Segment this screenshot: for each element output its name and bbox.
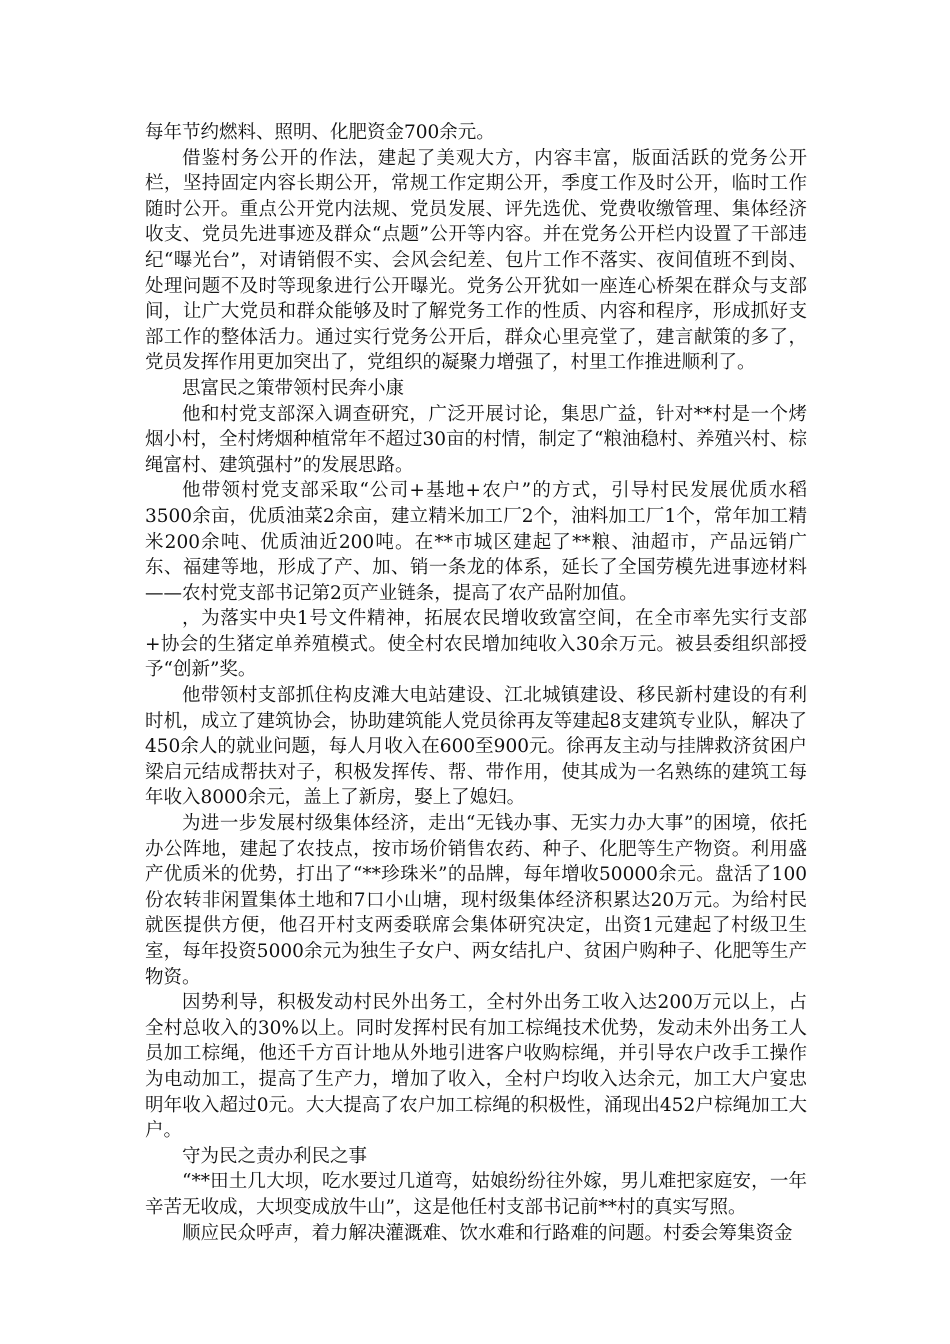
- paragraph-migrant-work: 因势利导，积极发动村民外出务工，全村外出务工收入达200万元以上，占全村总收入的30%以上。同时发挥村民有加工棕绳技术优势，发动未外出务工人员加工棕绳，他还千方百计地从外地引进客户收购棕绳，并引导农户改手工操作为电动加工，提高了生产力，增加了收入，全村户均收入达余元，加工大户宴忠明年收入超过0元。大大提高了农户加工棕绳的积极性，涌现出452户棕绳加工大户。: [145, 992, 807, 1142]
- paragraph-development-strategy: 他和村党支部深入调查研究，广泛开展讨论，集思广益，针对**村是一个烤烟小村，全村烤烟种植常年不超过30亩的村情，制定了“粮油稳村、养殖兴村、棕绳富村、建筑强村”的发展思路。: [145, 403, 808, 476]
- paragraph-company-base-farmer: 他带领村党支部采取“公司+基地+农户”的方式，引导村民发展优质水稻3500余亩，优质油菜2余亩，建立精米加工厂2个，油料加工厂1个，常年加工精米200余吨、优质油近200吨。在**市城区建起了**粮、油超市，产品远销广东、福建等地，形成了产、加、销一条龙的体系，延长了全国劳模先进事迹材料——农村党支部书记第2页产业链条，提高了农产品附加值。: [145, 480, 807, 604]
- paragraph-party-affairs-openness: 借鉴村务公开的作法，建起了美观大方，内容丰富，版面活跃的党务公开栏，坚持固定内容长期公开，常规工作定期公开，季度工作及时公开，临时工作随时公开。重点公开党内法规、党员发展、评先选优、党费收缴管理、集体经济收支、党员先进事迹及群众“点题”公开等内容。并在党务公开栏内设置了干部违纪“曝光台”，对请销假不实、会风会纪差、包片工作不落实、夜间值班不到岗、处理问题不及时等现象进行公开曝光。党务公开犹如一座连心桥架在群众与支部间，让广大党员和群众能够及时了解党务工作的性质、内容和程序，形成抓好支部工作的整体活力。通过实行党务公开后，群众心里亮堂了，建言献策的多了，党员发挥作用更加突出了，党组织的凝聚力增强了，村里工作推进顺利了。: [145, 147, 807, 374]
- paragraph-village-rhyme: “**田土几大坝，吃水要过几道弯，姑娘纷纷往外嫁，男儿难把家庭安，一年辛苦无收成，大坝变成放牛山”，这是他任村支部书记前**村的真实写照。: [145, 1171, 807, 1218]
- paragraph-collective-economy: 为进一步发展村级集体经济，走出“无钱办事、无实力办大事”的困境，依托办公阵地，建起了农技点，按市场价销售农药、种子、化肥等生产物资。利用盛产优质米的优势，打出了“**珍珠米”的品牌，每年增收50000余元。盘活了100份农转非闲置集体土地和7口小山塘，现村级集体经济积累达20万元。为给村民就医提供方便，他召开村支两委联席会集体研究决定，出资1元建起了村级卫生室，每年投资5000余元为独生子女户、两女结扎户、贫困户购种子、化肥等生产物资。: [145, 813, 807, 988]
- document-page: [145, 120, 807, 1246]
- paragraph-pig-farming: ，为落实中央1号文件精神，拓展农民增收致富空间，在全市率先实行支部+协会的生猪定单养殖模式。使全村农民增加纯收入30余万元。被县委组织部授予“创新”奖。: [145, 608, 807, 681]
- section-heading-prosperity: 思富民之策带领村民奔小康: [182, 377, 405, 399]
- paragraph-continuation: 每年节约燃料、照明、化肥资金700余元。: [145, 122, 495, 143]
- section-heading-responsibility: 守为民之责办利民之事: [182, 1145, 368, 1167]
- paragraph-irrigation: 顺应民众呼声，着力解决灌溉难、饮水难和行路难的问题。村委会筹集资金: [182, 1222, 793, 1244]
- paragraph-construction-association: 他带领村支部抓住构皮滩大电站建设、江北城镇建设、移民新村建设的有利时机，成立了建筑协会，协助建筑能人党员徐再友等建起8支建筑专业队，解决了450余人的就业问题，每人月收入在600至900元。徐再友主动与挂牌救济贫困户梁启元结成帮扶对子，积极发挥传、帮、带作用，使其成为一名熟练的建筑工每年收入8000余元，盖上了新房，娶上了媳妇。: [145, 685, 807, 809]
